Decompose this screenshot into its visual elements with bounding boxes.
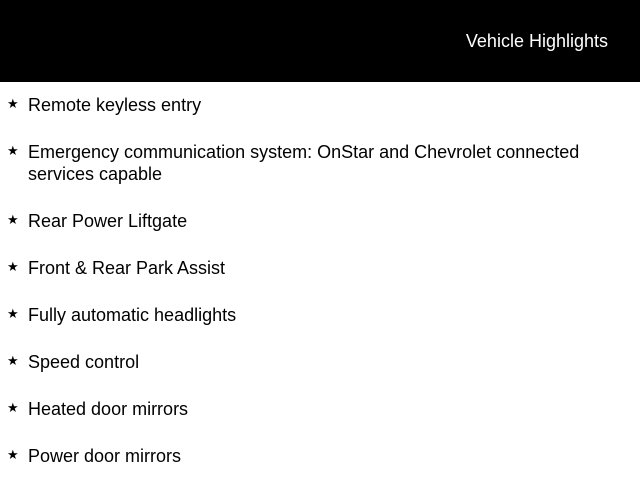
list-item: [0, 304, 640, 326]
star-icon: ★: [7, 400, 19, 415]
star-icon: ★: [7, 212, 19, 227]
list-item: [0, 141, 640, 185]
star-icon: ★: [7, 143, 19, 158]
list-item: [0, 398, 640, 420]
star-icon: ★: [7, 306, 19, 321]
star-icon: ★: [7, 447, 19, 462]
highlights-list: [0, 94, 640, 492]
highlight-text: Heated door mirrors: [28, 399, 189, 419]
list-item: [0, 351, 640, 373]
list-item: [0, 445, 640, 467]
highlight-text: Front & Rear Park Assist: [28, 258, 226, 278]
highlight-text: Power door mirrors: [28, 446, 182, 466]
star-icon: ★: [7, 96, 19, 111]
list-item: [0, 257, 640, 279]
highlight-text: Emergency communication system: OnStar and Chevrolet connected services capable: [28, 142, 580, 184]
list-item: [0, 94, 640, 116]
highlight-text: Speed control: [28, 352, 140, 372]
highlight-text: Rear Power Liftgate: [28, 211, 188, 231]
header-bar: [0, 0, 640, 82]
star-icon: ★: [7, 353, 19, 368]
highlight-text: Remote keyless entry: [28, 95, 202, 115]
list-item: [0, 210, 640, 232]
star-icon: ★: [7, 259, 19, 274]
highlight-text: Fully automatic headlights: [28, 305, 237, 325]
page-title: Vehicle Highlights: [465, 31, 608, 51]
